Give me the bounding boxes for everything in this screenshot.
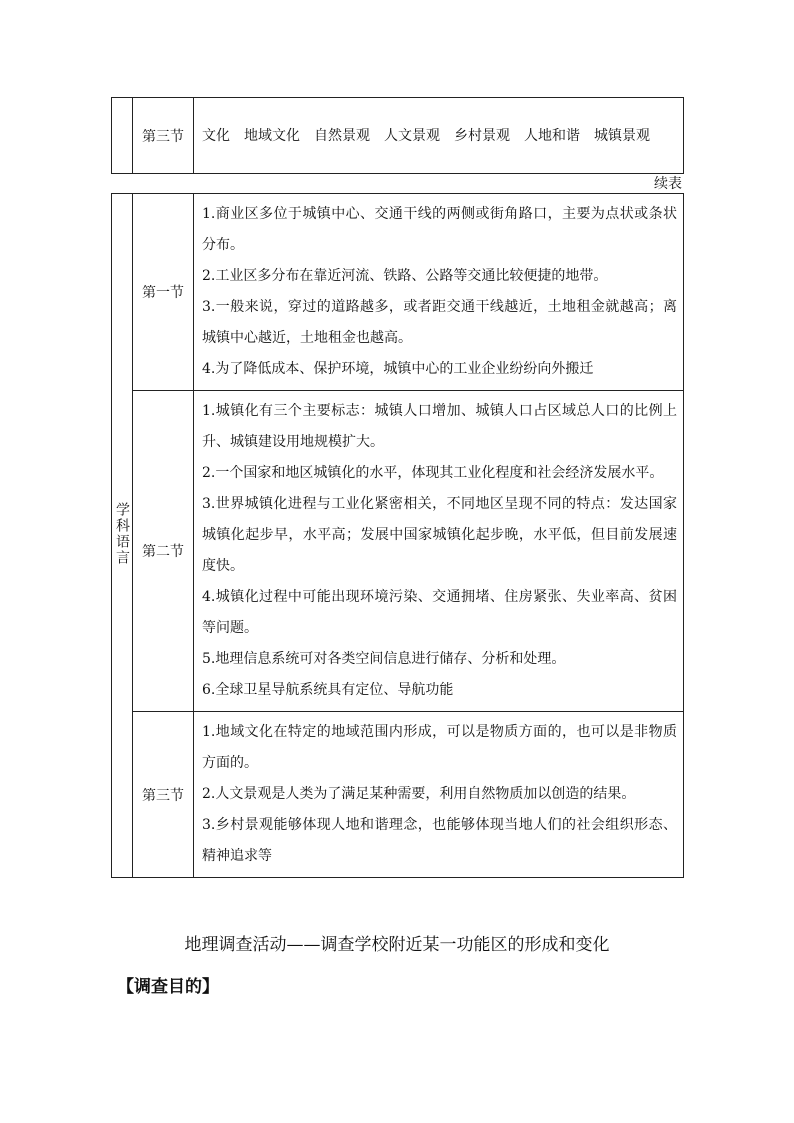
content-cell — [194, 194, 684, 391]
table-row — [112, 194, 684, 391]
list-item: 1.地域文化在特定的地域范围内形成，可以是物质方面的，也可以是非物质方面的。 — [202, 724, 677, 771]
list-item: 1.商业区多位于城镇中心、交通干线的两侧或街角路口，主要为点状或条状分布。 — [202, 206, 677, 253]
category-label: 学科语言 — [114, 501, 130, 566]
main-table — [111, 193, 684, 878]
section-cell: 第一节 — [133, 194, 194, 391]
activity-title: 地理调查活动——调查学校附近某一功能区的形成和变化 — [184, 935, 610, 955]
top-table — [111, 97, 684, 174]
list-item: 4.为了降低成本、保护环境，城镇中心的工业企业纷纷向外搬迁 — [202, 361, 594, 377]
table-row — [112, 391, 684, 712]
category-cell — [112, 194, 133, 878]
table-row — [112, 98, 684, 174]
list-item: 2.一个国家和地区城镇化的水平，体现其工业化程度和社会经济发展水平。 — [202, 465, 664, 481]
table-row — [112, 712, 684, 878]
list-item: 4.城镇化过程中可能出现环境污染、交通拥堵、住房紧张、失业率高、贫困等问题。 — [202, 589, 677, 636]
list-item: 3.世界城镇化进程与工业化紧密相关，不同地区呈现不同的特点：发达国家城镇化起步早，水平高；发展中国家城镇化起步晚，水平低，但目前发展速度快。 — [202, 496, 677, 574]
list-item: 2.人文景观是人类为了满足某种需要，利用自然物质加以创造的结果。 — [202, 786, 636, 802]
terms-cell: 文化 地域文化 自然景观 人文景观 乡村景观 人地和谐 城镇景观 — [194, 98, 684, 174]
section-cell: 第三节 — [133, 712, 194, 878]
list-item: 6.全球卫星导航系统具有定位、导航功能 — [202, 682, 454, 698]
section-cell: 第二节 — [133, 391, 194, 712]
content-cell — [194, 391, 684, 712]
list-item: 1.城镇化有三个主要标志：城镇人口增加、城镇人口占区域总人口的比例上升、城镇建设用地规模扩大。 — [202, 403, 677, 450]
continued-label: 续表 — [654, 176, 682, 192]
section-cell: 第三节 — [133, 98, 194, 174]
list-item: 3.一般来说，穿过的道路越多，或者距交通干线越近，土地租金就越高；离城镇中心越近，土地租金也越高。 — [202, 299, 677, 346]
list-item: 3.乡村景观能够体现人地和谐理念，也能够体现当地人们的社会组织形态、精神追求等 — [202, 817, 677, 864]
blank-category-cell — [112, 98, 133, 174]
content-cell — [194, 712, 684, 878]
section-heading: 【调查目的】 — [117, 977, 219, 997]
list-item: 5.地理信息系统可对各类空间信息进行储存、分析和处理。 — [202, 651, 566, 667]
list-item: 2.工业区多分布在靠近河流、铁路、公路等交通比较便捷的地带。 — [202, 268, 608, 284]
